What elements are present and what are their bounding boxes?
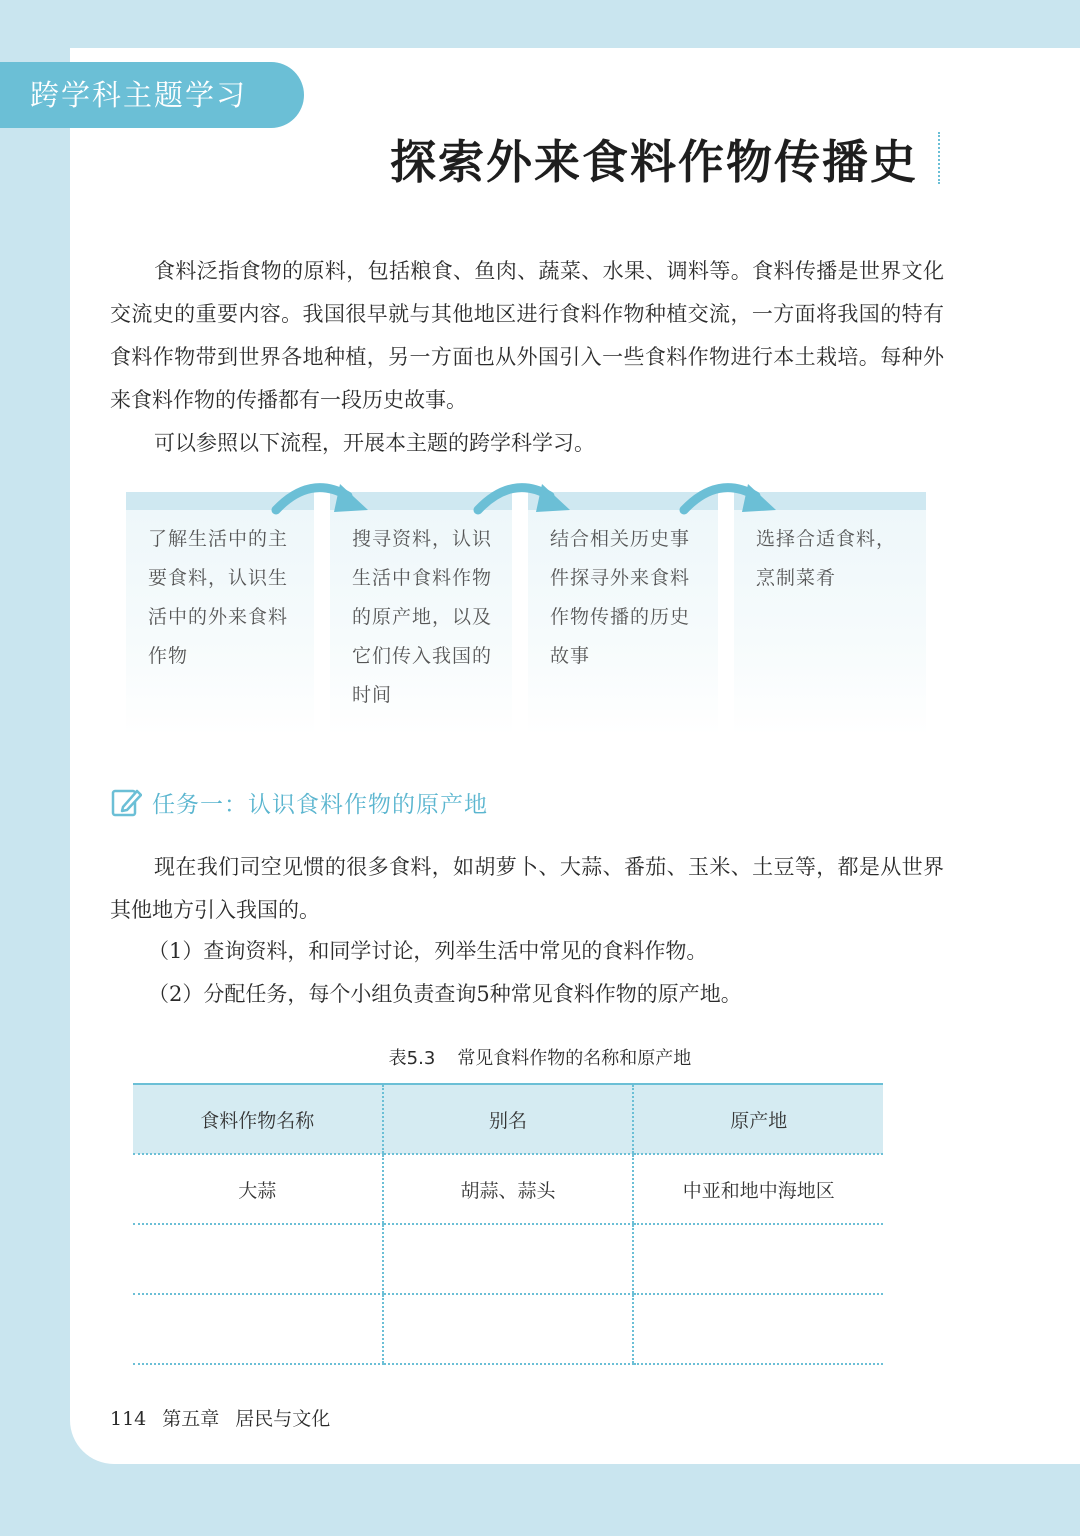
task-heading — [110, 782, 488, 822]
table-cell — [383, 1294, 634, 1364]
column-header: 原产地 — [633, 1084, 883, 1154]
table-cell — [133, 1224, 383, 1294]
table-cell — [383, 1224, 634, 1294]
flow-step-text: 搜寻资料，认识生活中食料作物的原产地，以及它们传入我国的时间 — [352, 528, 493, 706]
table-cell: 胡蒜、蒜头 — [383, 1154, 634, 1224]
table-cell — [633, 1224, 883, 1294]
intro-paragraph: 食料泛指食物的原料，包括粮食、鱼肉、蔬菜、水果、调料等。食料传播是世界文化交流史的重要内容。我国很早就与其他地区进行食料作物种植交流，一方面将我国的特有食料作物带到世界各地种植，另一方面也从外国引入一些食料作物进行本土栽培。每种外来食料作物的传播都有一段历史故事。 — [110, 259, 944, 412]
flow-step-text: 选择合适食料，烹制菜肴 — [756, 528, 897, 589]
table-number: 表5.3 — [388, 1048, 436, 1069]
section-tag: 跨学科主题学习 — [0, 62, 304, 128]
task-item-2: （2）分配任务，每个小组负责查询5种常见食料作物的原产地。 — [148, 982, 742, 1006]
table-header-row — [133, 1084, 883, 1154]
chapter-number: 第五章 — [162, 1408, 220, 1430]
column-header: 食料作物名称 — [133, 1084, 383, 1154]
task-title: 任务一：认识食料作物的原产地 — [152, 791, 488, 818]
task-paragraph: 现在我们司空见惯的很多食料，如胡萝卜、大蒜、番茄、玉米、土豆等，都是从世界其他地方引入我国的。 — [110, 855, 944, 922]
table-cell — [633, 1294, 883, 1364]
page-title: 探索外来食料作物传播史 — [390, 135, 918, 189]
intro-instruction: 可以参照以下流程，开展本主题的跨学科学习。 — [154, 431, 595, 455]
page-number: 114 — [110, 1408, 147, 1430]
arrow-head-icon — [334, 484, 368, 512]
task-item-1: （1）查询资料，和同学讨论，列举生活中常见的食料作物。 — [148, 939, 708, 963]
column-header: 别名 — [383, 1084, 634, 1154]
flow-step-text: 了解生活中的主要食料，认识生活中的外来食料作物 — [148, 528, 289, 667]
table-row — [133, 1154, 883, 1224]
table-cell: 大蒜 — [133, 1154, 383, 1224]
table-row — [133, 1224, 883, 1294]
table-row — [133, 1294, 883, 1364]
table-cell: 中亚和地中海地区 — [633, 1154, 883, 1224]
table-caption — [0, 1044, 1080, 1070]
table-caption-text: 常见食料作物的名称和原产地 — [457, 1048, 692, 1069]
origin-table — [133, 1083, 883, 1365]
table-cell — [133, 1294, 383, 1364]
flow-step-text: 结合相关历史事件探寻外来食料作物传播的历史故事 — [550, 528, 691, 667]
edit-note-icon — [110, 786, 142, 818]
page-footer — [110, 1404, 346, 1431]
chapter-title: 居民与文化 — [235, 1408, 331, 1430]
